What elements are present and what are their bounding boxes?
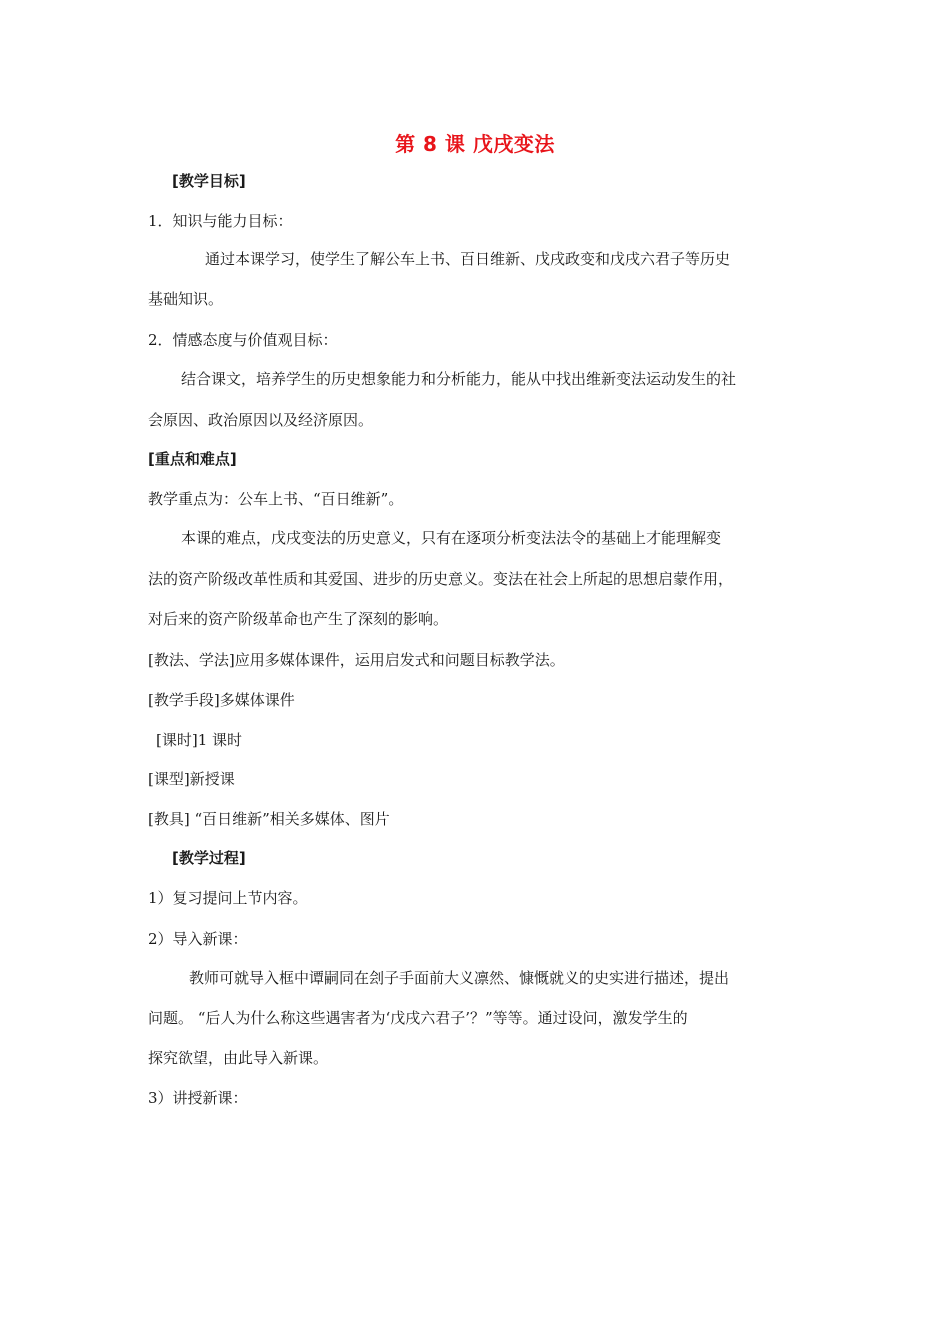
objective-2-text-line2: 会原因、政治原因以及经济原因。 bbox=[148, 411, 374, 429]
objective-1-text-line1: 通过本课学习，使学生了解公车上书、百日维新、戊戌政变和戊戌六君子等历史 bbox=[205, 250, 731, 268]
step-3: 3）讲授新课： bbox=[148, 1089, 248, 1107]
difficulty-text-line2: 法的资产阶级改革性质和其爱国、进步的历史意义。变法在社会上所起的思想启蒙作用， bbox=[148, 570, 734, 588]
key-points-text: 教学重点为：公车上书、“百日维新”。 bbox=[148, 490, 404, 508]
intro-text-line3: 探究欲望，由此导入新课。 bbox=[148, 1049, 329, 1067]
step-2: 2）导入新课： bbox=[148, 930, 248, 948]
class-hours: [课时]1 课时 bbox=[156, 731, 243, 749]
lesson-type: [课型]新授课 bbox=[148, 770, 235, 788]
difficulty-text-line1: 本课的难点，戊戌变法的历史意义，只有在逐项分析变法法令的基础上才能理解变 bbox=[181, 529, 722, 547]
difficulty-text-line3: 对后来的资产阶级革命也产生了深刻的影响。 bbox=[148, 610, 449, 628]
objective-2-text-line1: 结合课文，培养学生的历史想象能力和分析能力，能从中找出维新变法运动发生的社 bbox=[181, 370, 737, 388]
teaching-method: [教法、学法]应用多媒体课件，运用启发式和问题目标教学法。 bbox=[148, 651, 565, 669]
step-1: 1）复习提问上节内容。 bbox=[148, 889, 308, 907]
lesson-title: 第 8 课 戊戌变法 bbox=[395, 132, 555, 156]
intro-text-line2: 问题。 “后人为什么称这些遇害者为‘戊戌六君子’？”等等。通过设问，激发学生的 bbox=[148, 1009, 688, 1027]
key-points-heading: [重点和难点] bbox=[148, 450, 237, 468]
objective-2-heading: 2．情感态度与价值观目标： bbox=[148, 331, 338, 349]
intro-text-line1: 教师可就导入框中谭嗣同在刽子手面前大义凛然、慷慨就义的史实进行描述，提出 bbox=[189, 969, 730, 987]
teaching-tools: [教具] “百日维新”相关多媒体、图片 bbox=[148, 810, 390, 828]
objectives-heading: [教学目标] bbox=[172, 172, 246, 190]
teaching-means: [教学手段]多媒体课件 bbox=[148, 691, 295, 709]
process-heading: [教学过程] bbox=[172, 849, 246, 867]
objective-1-text-line2: 基础知识。 bbox=[148, 290, 224, 308]
objective-1-heading: 1．知识与能力目标： bbox=[148, 212, 293, 230]
